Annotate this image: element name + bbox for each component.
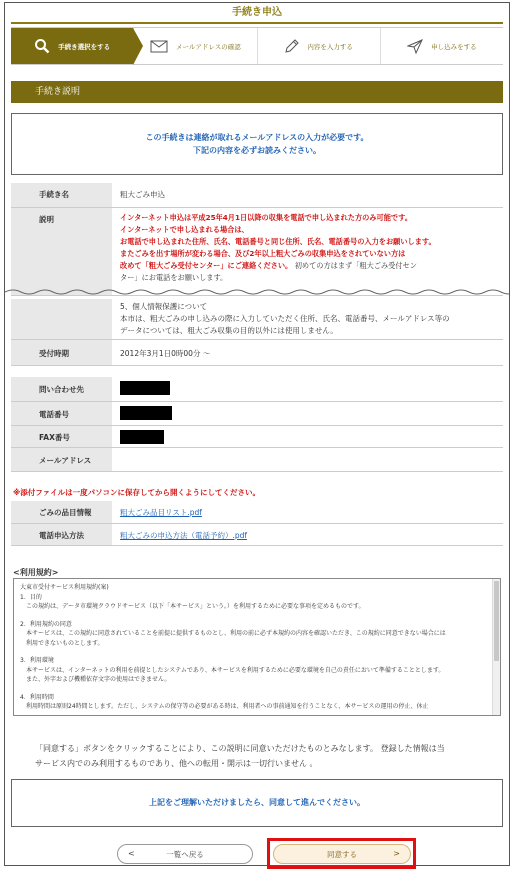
- chevron-right-icon: >: [393, 849, 400, 858]
- page-break-wave: [5, 288, 509, 296]
- phone-label: 電話番号: [11, 401, 112, 425]
- procedure-info-table: [11, 183, 503, 296]
- procedure-name-label: 手続き名: [11, 183, 112, 207]
- description-line: 初めての方はまず「粗大ごみ受付セン: [294, 260, 417, 270]
- description-value: [112, 207, 503, 295]
- terms-line: 本サービスは、この規約に同意されていることを前提に提供するものとし、利用の前に必ず本規約の内容を確認いただき、この規約に同意できない場合には: [20, 630, 446, 637]
- agree-button-label: 同意する: [327, 849, 357, 859]
- back-button-label: 一覧へ戻る: [166, 849, 204, 859]
- phone-value: [112, 401, 503, 425]
- terms-line: 大東市受付サービス利用規約(案): [20, 584, 109, 591]
- scrollbar-thumb[interactable]: [494, 581, 499, 661]
- description-line: またごみを出す場所が変わる場合、及び2年以上粗大ごみの収集申込をされていない方は: [120, 248, 406, 258]
- step-submit: [381, 28, 503, 64]
- privacy-line: データについては、粗大ごみ収集の目的以外には使用しません。: [120, 326, 338, 335]
- attachment-label: ごみの品目情報: [11, 501, 112, 523]
- agree-button-highlight: [267, 838, 416, 869]
- attachment-warning: ※添付ファイルは一度パソコンに保存してから開くようにしてください。: [13, 488, 260, 497]
- terms-line: この規約は、データ市環境クラウドサービス（以下「本サービス」という。）を利用するために必要な事項を定めるものです。: [20, 603, 365, 610]
- terms-scrollbar[interactable]: [492, 579, 500, 715]
- step-input: [258, 28, 381, 64]
- redacted-block: [120, 430, 164, 444]
- pencil-icon: [284, 39, 299, 54]
- contact-table: [11, 377, 503, 472]
- attachment-link-phone-method[interactable]: 粗大ごみの申込方法（電話予約）.pdf: [120, 530, 248, 540]
- redacted-block: [120, 381, 170, 395]
- step-label: 手続き選択をする: [58, 42, 111, 51]
- description-line: ター」にお電話をお願いします。: [120, 272, 228, 282]
- step-email: [134, 28, 257, 64]
- email-value: [112, 447, 503, 471]
- fax-value: [112, 425, 503, 447]
- notice-line: 下記の内容を必ずお読みください。: [193, 146, 321, 155]
- terms-line: 本サービスは、インターネットの利用を前提としたシステムであり、本サービスを利用するために必要な環境を自己の責任において準備することとします。: [20, 666, 445, 674]
- terms-line: 4．利用時間: [20, 693, 54, 701]
- inquiry-value: [112, 377, 503, 401]
- terms-heading: <利用規約>: [13, 568, 59, 577]
- email-label: メールアドレス: [11, 447, 112, 471]
- agree-note: [35, 741, 490, 771]
- mail-icon: [150, 40, 168, 53]
- terms-line: 3．利用環境: [20, 657, 54, 664]
- redacted-block: [120, 406, 172, 420]
- search-icon: [34, 38, 50, 54]
- procedure-name-value: 粗大ごみ申込: [112, 183, 503, 207]
- description-line: インターネットで申し込まれる場合は、: [120, 224, 249, 234]
- title-divider: [11, 22, 503, 24]
- step-label: 申し込みをする: [431, 42, 477, 51]
- procedure-info-table-continued: [11, 299, 503, 366]
- description-line: お電話で申し込まれた住所、氏名、電話番号と同じ住所、氏名、電話番号の入力をお願いします。: [120, 236, 436, 246]
- email-required-notice: [11, 113, 503, 175]
- terms-line: 利用時間は原則24時間とします。ただし、システムの保守等の必要がある時は、利用者への事前通知を行うことなく、本サービスの運用の停止、休止: [20, 703, 429, 710]
- privacy-line: 5、個人情報保護について: [120, 302, 208, 311]
- attachments-table: [11, 501, 503, 546]
- step-label: メールアドレスの確認: [176, 42, 241, 51]
- step-label: 内容を入力する: [307, 42, 353, 51]
- description-line: インターネット申込は平成25年4月1日以降の収集を電話で申し込まれた方のみ可能です。: [120, 212, 412, 222]
- agree-note-line: サービス内でのみ利用するものであり、他への転用・開示は一切行いません 。: [35, 759, 318, 768]
- period-label: 受付時期: [11, 339, 112, 365]
- proceed-notice: 上記をご理解いただけましたら、同意して進んでください。: [11, 779, 503, 827]
- terms-line: 利用できないものとします。: [20, 639, 104, 647]
- privacy-text: [112, 299, 503, 339]
- step-select: [11, 28, 134, 64]
- attachment-label: 電話申込方法: [11, 523, 112, 545]
- privacy-line: 本市は、粗大ごみの申し込みの際に入力していただく住所、氏名、電話番号、メールアドレス等の: [120, 314, 450, 323]
- agree-note-line: 「同意する」ボタンをクリックすることにより、この説明に同意いただけたものとみなします。 登録した情報は当: [35, 744, 445, 753]
- terms-line: また、外字および機種依存文字の使用はできません。: [20, 676, 171, 683]
- chevron-left-icon: <: [128, 849, 135, 858]
- section-header: 手続き説明: [11, 81, 503, 103]
- terms-line: 1．目的: [20, 593, 42, 601]
- back-to-list-button[interactable]: [117, 844, 253, 864]
- period-value: 2012年3月1日0時00分 ～: [112, 339, 503, 365]
- description-label-cont: [11, 299, 112, 339]
- page-title: 手続き申込: [232, 7, 282, 18]
- notice-line: この手続きは連絡が取れるメールアドレスの入力が必要です。: [145, 133, 369, 142]
- description-label: 説明: [11, 207, 112, 295]
- page-frame: [4, 2, 510, 866]
- description-line: 改めて「粗大ごみ受付センター」にご連絡ください。: [120, 260, 293, 270]
- terms-textarea[interactable]: [13, 578, 501, 716]
- fax-label: FAX番号: [11, 425, 112, 447]
- send-icon: [407, 39, 423, 54]
- attachment-link-item-list[interactable]: 粗大ごみ品目リスト.pdf: [120, 508, 202, 517]
- step-progress: [11, 27, 503, 65]
- terms-line: 2．利用規約の同意: [20, 620, 72, 628]
- inquiry-label: 問い合わせ先: [11, 377, 112, 401]
